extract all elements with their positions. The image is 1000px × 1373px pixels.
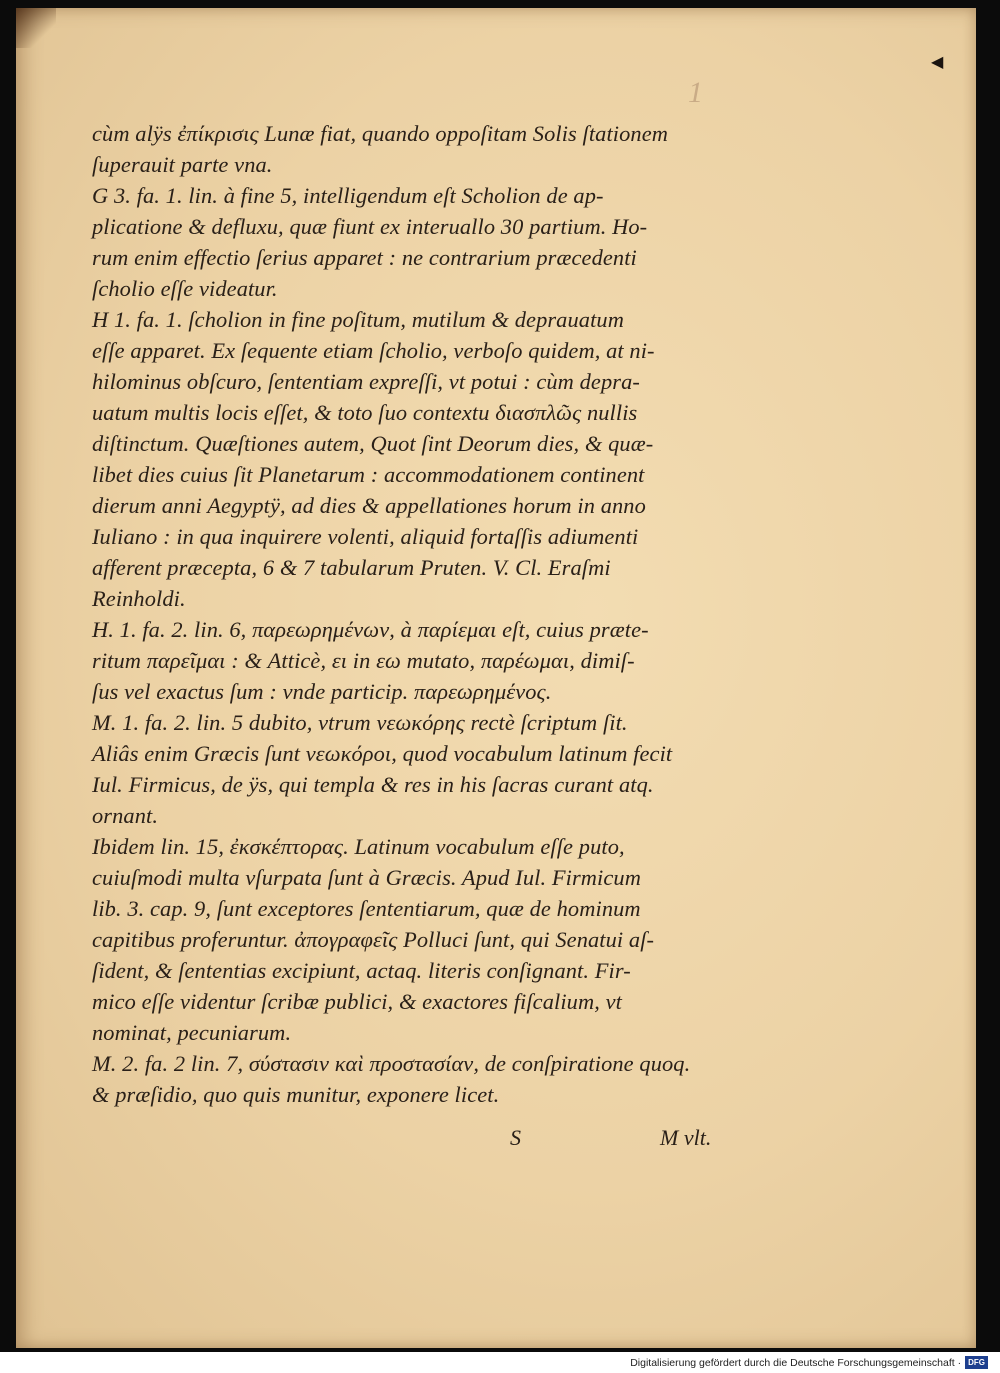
text-line: diſtinctum. Quæſtiones autem, Quot ſint Deorum dies, & quæ-: [92, 431, 654, 456]
text-line: hilominus obſcuro, ſententiam expreſſi, vt potui : cùm depra-: [92, 369, 640, 394]
text-line: & præſidio, quo quis munitur, exponere licet.: [92, 1082, 500, 1107]
text-line: cuiuſmodi multa vſurpata ſunt à Græcis. Apud Iul. Firmicum: [92, 865, 641, 890]
page-corner-shadow: [16, 8, 56, 48]
text-line: Reinholdi.: [92, 586, 186, 611]
text-line: Ibidem lin. 15, ἐκσκέπτορας. Latinum vocabulum eſſe puto,: [92, 834, 625, 859]
text-line: eſſe apparet. Ex ſequente etiam ſcholio, verboſo quidem, at ni-: [92, 338, 655, 363]
text-line: lib. 3. cap. 9, ſunt exceptores ſententiarum, quæ de hominum: [92, 896, 641, 921]
page-text: [92, 118, 752, 1110]
text-line: capitibus proferuntur. ἀπογραφεῖς Polluci ſunt, qui Senatui aſ-: [92, 927, 655, 952]
signature-mark: S: [510, 1125, 521, 1150]
text-line: ornant.: [92, 803, 159, 828]
text-line: uatum multis locis eſſet, & toto ſuo contextu διασπλῶς nullis: [92, 400, 638, 425]
text-line: nominat, pecuniarum.: [92, 1020, 292, 1045]
text-line: libet dies cuius ſit Planetarum : accommodationem continent: [92, 462, 645, 487]
text-line: ſus vel exactus ſum : vnde particip. παρεωρημένος.: [92, 679, 552, 704]
dfg-logo-icon: DFG: [965, 1356, 988, 1369]
digitization-footer: [630, 1356, 988, 1369]
text-line: plicatione & defluxu, quæ fiunt ex interuallo 30 partium. Ho-: [92, 214, 648, 239]
text-line: G 3. fa. 1. lin. à fine 5, intelligendum eſt Scholion de ap-: [92, 183, 604, 208]
text-line: dierum anni Aegyptÿ, ad dies & appellationes horum in anno: [92, 493, 646, 518]
text-line: rum enim effectio ſerius apparet : ne contrarium præcedenti: [92, 245, 637, 270]
text-line: M. 2. fa. 2 lin. 7, σύστασιν καὶ προστασίαν, de conſpiratione quoq.: [92, 1051, 691, 1076]
text-line: afferent præcepta, 6 & 7 tabularum Pruten. V. Cl. Eraſmi: [92, 555, 611, 580]
text-line: mico eſſe videntur ſcribæ publici, & exactores fiſcalium, vt: [92, 989, 622, 1014]
text-line: Iul. Firmicus, de ÿs, qui templa & res in his ſacras curant atq.: [92, 772, 654, 797]
footer-credit-text: Digitalisierung gefördert durch die Deutsche Forschungsgemeinschaft ·: [630, 1356, 962, 1369]
text-line: ſuperauit parte vna.: [92, 152, 273, 177]
text-line: Iuliano : in qua inquirere volenti, aliquid fortaſſis adiumenti: [92, 524, 639, 549]
text-line: H 1. fa. 1. ſcholion in fine poſitum, mutilum & deprauatum: [92, 307, 624, 332]
text-line: M. 1. fa. 2. lin. 5 dubito, vtrum νεωκόρης rectè ſcriptum ſit.: [92, 710, 628, 735]
text-line: ſident, & ſententias excipiunt, actaq. literis conſignant. Fir-: [92, 958, 631, 983]
text-line: H. 1. fa. 2. lin. 6, παρεωρημένων, à παρίεμαι eſt, cuius præte-: [92, 617, 649, 642]
folio-number: 1: [688, 76, 703, 109]
text-line: ſcholio eſſe videatur.: [92, 276, 278, 301]
text-line: Aliâs enim Græcis ſunt νεωκόροι, quod vocabulum latinum fecit: [92, 741, 673, 766]
text-line: cùm alÿs ἐπίκρισις Lunæ fiat, quando oppoſitam Solis ſtationem: [92, 121, 669, 146]
text-line: ritum παρεῖμαι : & Atticè, ει in εω mutato, παρέωμαι, dimiſ-: [92, 648, 635, 673]
catchword: M vlt.: [660, 1125, 712, 1150]
bookmark-icon: ◀: [931, 54, 944, 71]
